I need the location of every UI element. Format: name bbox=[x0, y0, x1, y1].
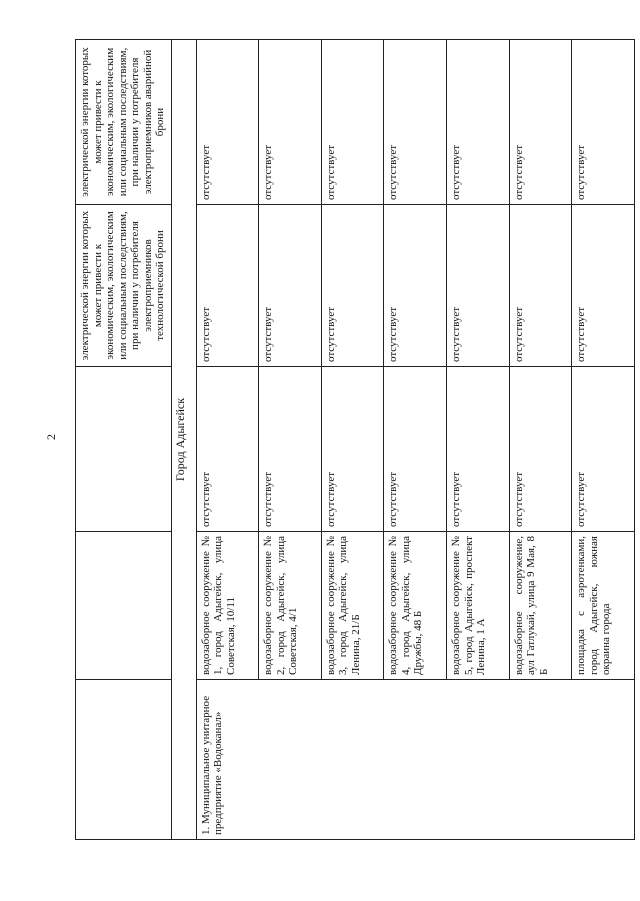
object-address: водозаборное сооружение № 3, город Адыгейск, улица Ленина, 21/Б bbox=[321, 532, 384, 680]
object-address: водозаборное сооружение № 2, город Адыгейск, улица Советская, 4/1 bbox=[259, 532, 322, 680]
value-cell: отсутствует bbox=[572, 40, 635, 205]
value-cell: отсутствует bbox=[572, 205, 635, 367]
value-cell: отсутствует bbox=[384, 40, 447, 205]
value-cell: отсутствует bbox=[384, 367, 447, 532]
page-number: 2 bbox=[44, 434, 58, 440]
header-cell-2 bbox=[76, 532, 172, 680]
value-cell: отсутствует bbox=[321, 205, 384, 367]
value-cell: отсутствует bbox=[447, 40, 510, 205]
table-row bbox=[196, 40, 259, 840]
value-cell: отсутствует bbox=[572, 367, 635, 532]
header-cell-3 bbox=[76, 367, 172, 532]
value-cell: отсутствует bbox=[321, 367, 384, 532]
header-row bbox=[76, 40, 172, 840]
value-cell: отсутствует bbox=[259, 205, 322, 367]
rotated-table-container bbox=[75, 40, 635, 840]
consumers-table bbox=[75, 39, 635, 840]
header-cell-1 bbox=[76, 680, 172, 840]
value-cell: отсутствует bbox=[384, 205, 447, 367]
organization-name: 1. Муниципальное унитарное предприятие «Водоканал» bbox=[196, 680, 634, 840]
value-cell: отсутствует bbox=[259, 40, 322, 205]
header-cell-4: электрической энергии которых может привести к экономическим, экологическим или социальным последствиям, при наличии у потребителя электроприемников технологической брони bbox=[76, 205, 172, 367]
object-address: водозаборное сооружение № 5, город Адыгейск, проспект Ленина, 1 А bbox=[447, 532, 510, 680]
value-cell: отсутствует bbox=[196, 205, 259, 367]
value-cell: отсутствует bbox=[447, 205, 510, 367]
object-address: водозаборное сооружение № 1, город Адыгейск, улица Советская, 10/11 bbox=[196, 532, 259, 680]
object-address: водозаборное сооружение, аул Гатлукай, улица 9 Мая, 8 Б bbox=[509, 532, 572, 680]
value-cell: отсутствует bbox=[321, 40, 384, 205]
section-row bbox=[172, 40, 197, 840]
value-cell: отсутствует bbox=[196, 367, 259, 532]
section-title: Город Адыгейск bbox=[172, 40, 197, 840]
value-cell: отсутствует bbox=[509, 205, 572, 367]
object-address: площадка с аэротенками, город Адыгейск, южная окраина города bbox=[572, 532, 635, 680]
value-cell: отсутствует bbox=[196, 40, 259, 205]
header-cell-5: электрической энергии которых может привести к экономическим, экологическим или социальным последствиям, при наличии у потребителя электроприемников аварийной брони bbox=[76, 40, 172, 205]
value-cell: отсутствует bbox=[447, 367, 510, 532]
value-cell: отсутствует bbox=[509, 40, 572, 205]
object-address: водозаборное сооружение № 4, город Адыгейск, улица Дружбы, 48 Б bbox=[384, 532, 447, 680]
value-cell: отсутствует bbox=[259, 367, 322, 532]
value-cell: отсутствует bbox=[509, 367, 572, 532]
